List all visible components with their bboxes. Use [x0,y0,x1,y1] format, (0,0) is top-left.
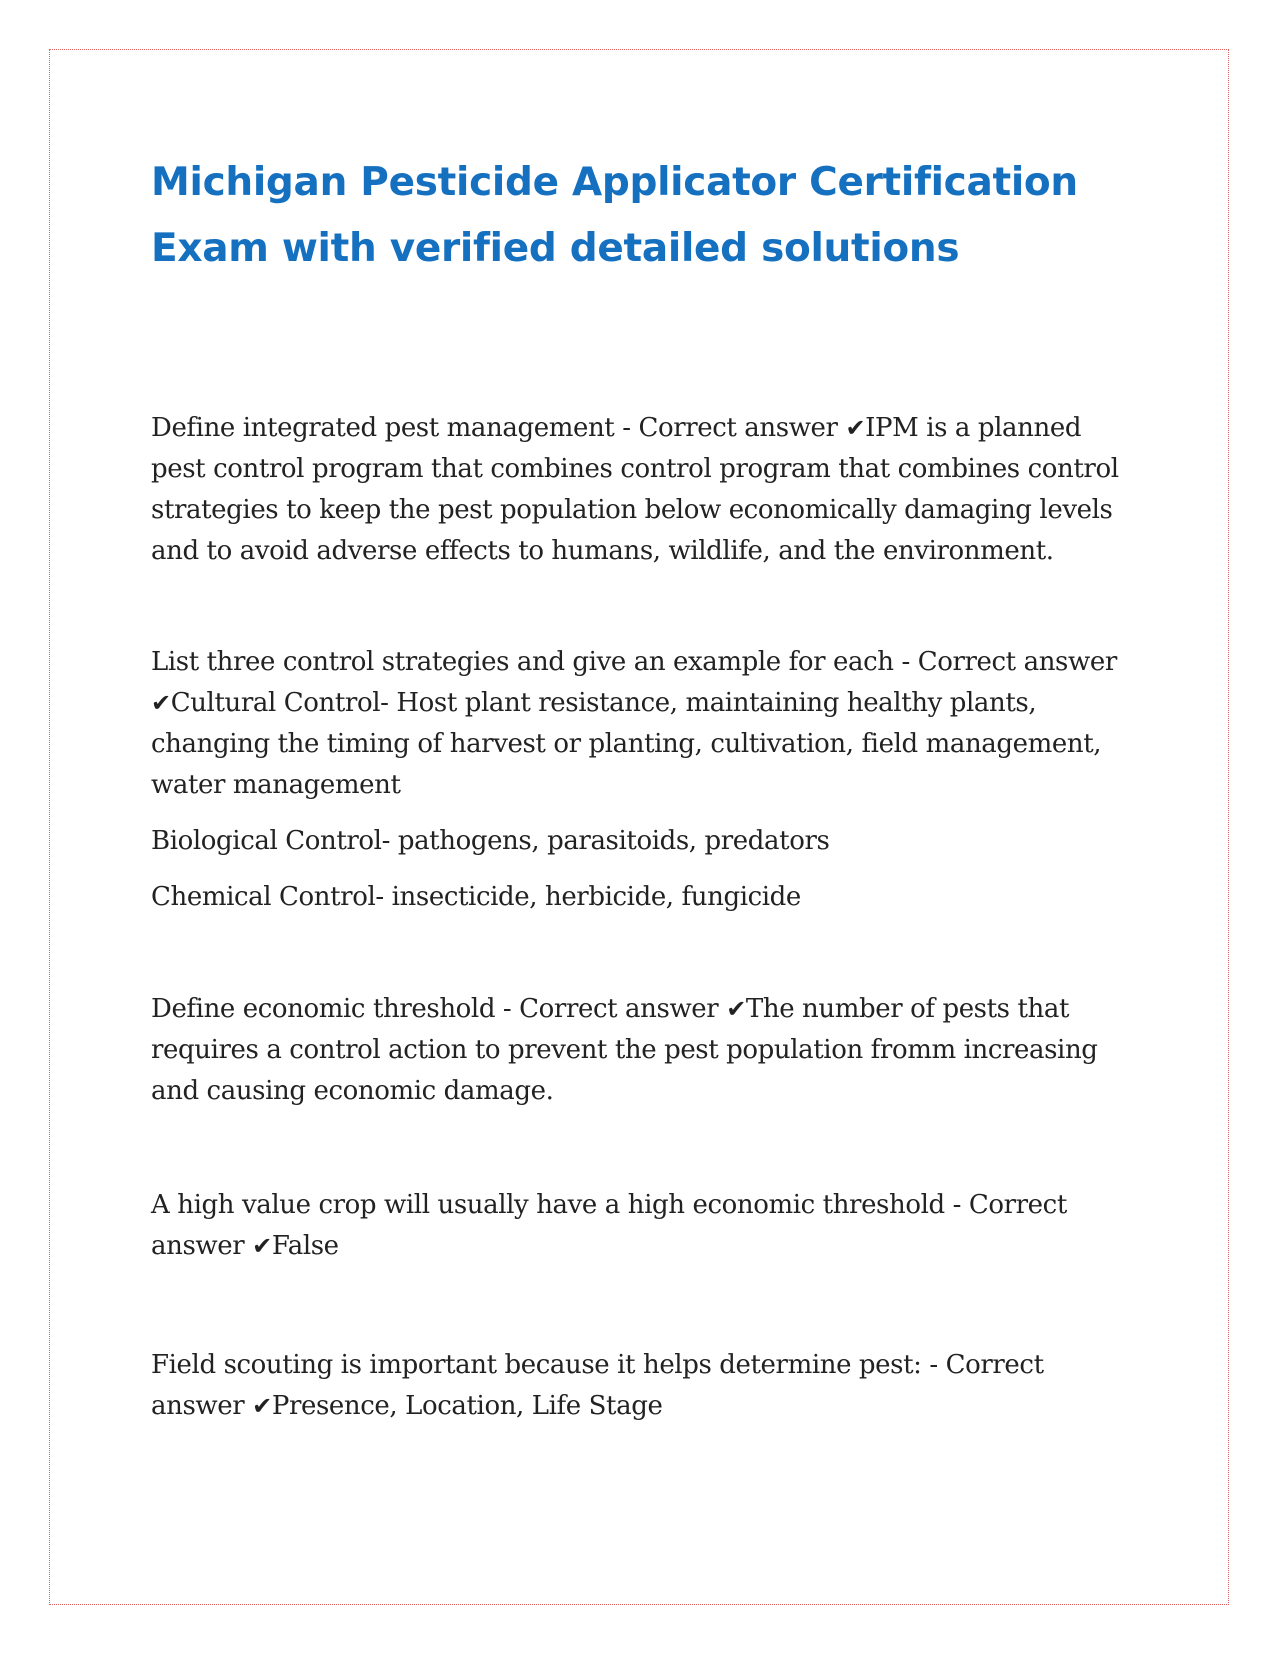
qa-item [151,989,1141,1112]
question-text: Define economic threshold - Correct answer [151,994,727,1024]
qa-paragraph [151,1345,1141,1427]
qa-item [151,642,1141,918]
answer-text: Cultural Control- Host plant resistance, maintaining healthy plants, changing the timing of harvest or planting, cultivation, field management, water management [151,688,1102,800]
question-text: A high value crop will usually have a high economic threshold - Correct answer [151,1190,1067,1261]
checkmark-icon: ✔ [252,1232,272,1260]
checkmark-icon: ✔ [151,689,171,717]
answer-text: Presence, Location, Life Stage [271,1391,663,1421]
answer-text: IPM is a planned pest control program that combines control program that combines control strategies to keep the pest population below economically damaging levels and to avoid adverse effects to humans, wildlife, and the environment. [151,413,1119,566]
question-text: Define integrated pest management - Correct answer [151,413,846,443]
qa-paragraph [151,642,1141,806]
qa-list [151,408,1141,1427]
answer-text: False [271,1231,339,1261]
question-text: List three control strategies and give an example for each - Correct answer [151,647,1117,677]
qa-paragraph [151,1185,1141,1267]
question-text: Field scouting is important because it helps determine pest: - Correct answer [151,1350,1044,1421]
checkmark-icon: ✔ [726,995,746,1023]
title-line-1: Michigan Pesticide Applicator Certification [151,160,1078,205]
qa-item [151,408,1141,572]
title-line-2: Exam with verified detailed solutions [151,226,960,271]
qa-paragraph [151,408,1141,572]
answer-extra-line: Chemical Control- insecticide, herbicide, fungicide [151,882,801,912]
document-title [151,150,1141,282]
checkmark-icon: ✔ [252,1392,272,1420]
answer-text: The number of pests that requires a control action to prevent the pest population fromm increasing and causing economic damage. [151,994,1098,1106]
checkmark-icon: ✔ [845,414,866,442]
document-content [151,150,1141,1497]
qa-item [151,1345,1141,1427]
qa-paragraph [151,989,1141,1112]
answer-extra-line: Biological Control- pathogens, parasitoids, predators [151,826,830,856]
qa-item [151,1185,1141,1267]
